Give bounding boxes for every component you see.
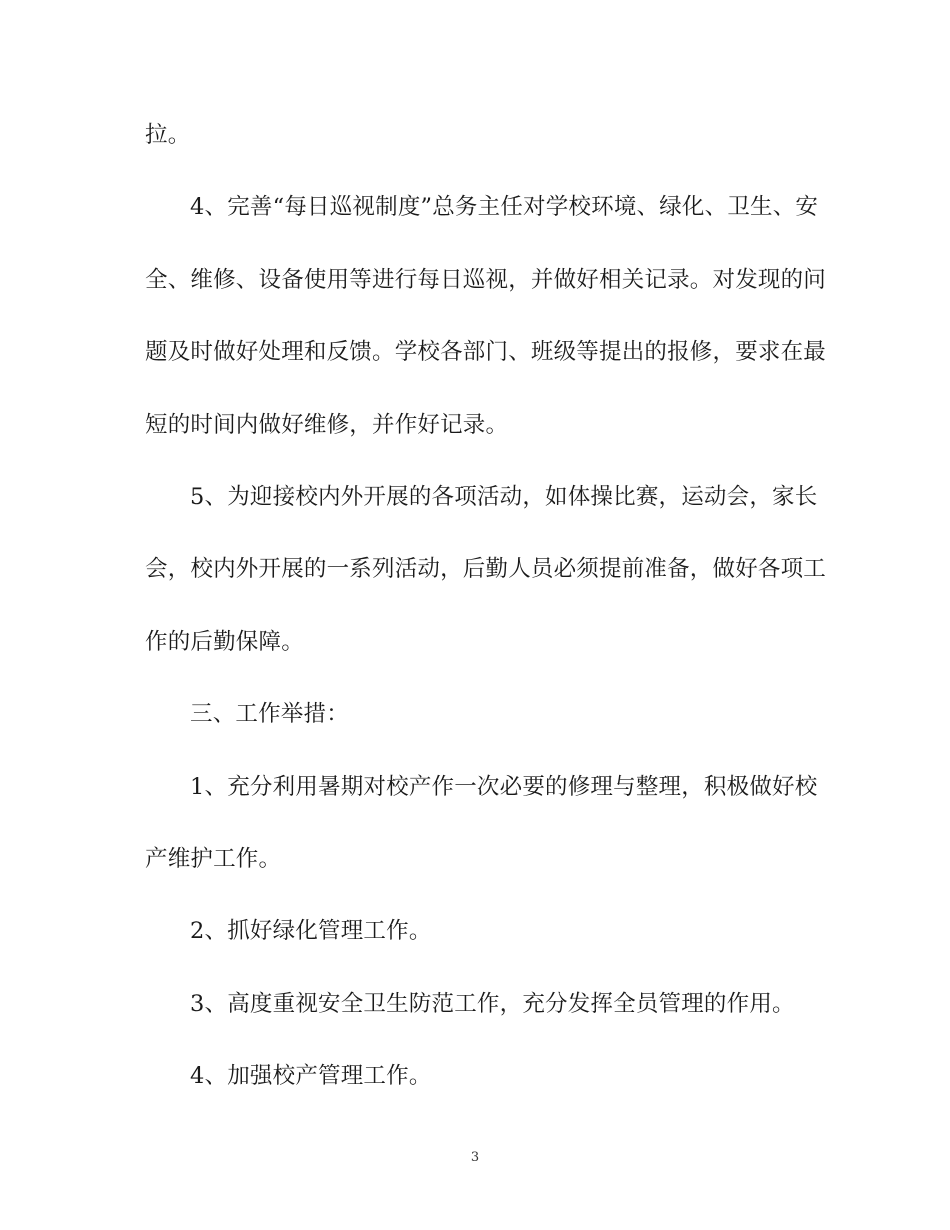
paragraph-line: 作的后勤保障。: [145, 628, 304, 655]
paragraph-line: 5、为迎接校内外开展的各项活动，如体操比赛，运动会，家长: [190, 483, 818, 510]
paragraph-line: 短的时间内做好维修，并作好记录。: [145, 411, 509, 438]
paragraph-line: 3、高度重视安全卫生防范工作，充分发挥全员管理的作用。: [190, 990, 795, 1017]
paragraph-line: 4、完善“每日巡视制度”总务主任对学校环境、绿化、卫生、安: [190, 194, 819, 221]
paragraph-line: 题及时做好处理和反馈。学校各部门、班级等提出的报修，要求在最: [145, 339, 827, 366]
section-heading: 三、工作举措：: [190, 701, 349, 728]
page-number: 3: [470, 1150, 480, 1165]
paragraph-line: 2、抓好绿化管理工作。: [190, 918, 432, 945]
paragraph-line: 产维护工作。: [145, 845, 282, 872]
paragraph-line: 全、维修、设备使用等进行每日巡视，并做好相关记录。对发现的问: [145, 266, 827, 293]
paragraph-line: 拉。: [145, 122, 191, 148]
paragraph-line: 1、充分利用暑期对校产作一次必要的修理与整理，积极做好校: [190, 773, 818, 800]
paragraph-line: 4、加强校产管理工作。: [190, 1063, 432, 1090]
paragraph-line: 会，校内外开展的一系列活动，后勤人员必须提前准备，做好各项工: [145, 556, 827, 583]
document-body: [145, 122, 827, 1136]
